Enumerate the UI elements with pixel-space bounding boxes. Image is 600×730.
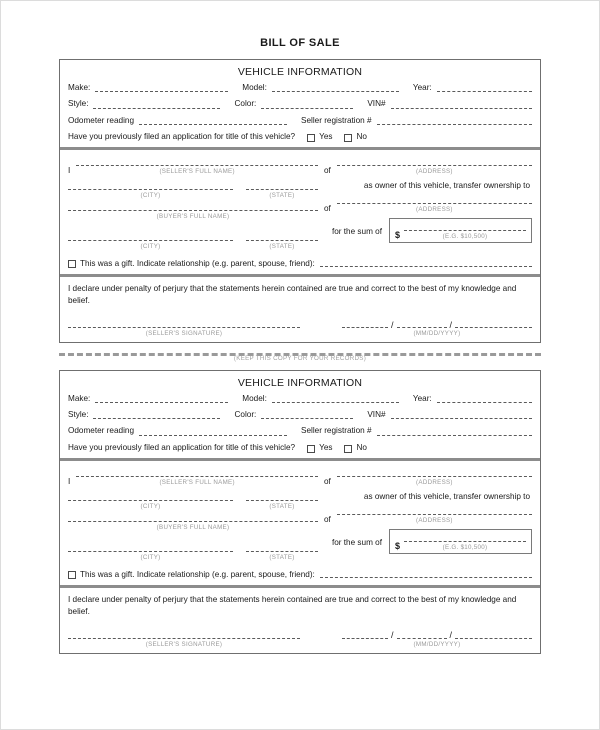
seller-city-state-line [68, 181, 318, 199]
buyer-name-line-2 [68, 513, 318, 531]
seller-full-name-input[interactable] [76, 157, 318, 166]
style-label-2: Style: [68, 410, 89, 420]
buyer-full-name-caption: (BUYER'S FULL NAME) [156, 213, 230, 220]
transfer-ownership-text-2: as owner of this vehicle, transfer ownership to [363, 491, 530, 501]
gift-label: This was a gift. Indicate relationship (e.g. parent, spouse, friend): [80, 259, 315, 268]
model-label-2: Model: [242, 393, 267, 403]
transfer-right-column-2 [318, 468, 532, 561]
currency-symbol: $ [395, 230, 401, 240]
sum-box [389, 218, 532, 243]
seller-city-state-line-2 [68, 492, 318, 510]
vehicle-row-odometer-registration-2 [68, 426, 532, 436]
buyer-full-name-input[interactable] [68, 202, 318, 211]
date-month-input-2[interactable] [342, 630, 388, 639]
of-label-seller-2: of [324, 476, 331, 486]
style-label: Style: [68, 99, 89, 109]
i-label: I [68, 166, 71, 175]
sum-row [324, 218, 532, 243]
make-label-2: Make: [68, 393, 91, 403]
vehicle-row-style-color-vin [68, 99, 532, 109]
seller-city-caption-2: (CITY) [140, 502, 161, 510]
seller-signature-input[interactable] [68, 319, 300, 328]
vin-input-2[interactable] [391, 410, 532, 419]
buyer-full-name-caption-2: (BUYER'S FULL NAME) [156, 523, 230, 531]
buyer-state-caption-2: (STATE) [269, 553, 295, 561]
make-input-2[interactable] [95, 394, 228, 403]
of-label-buyer: of [324, 204, 331, 213]
buyer-address-caption: (ADDRESS) [416, 206, 453, 213]
model-input-2[interactable] [272, 394, 399, 403]
transfer-section-1 [60, 150, 540, 255]
buyer-address-input[interactable] [337, 195, 532, 204]
vehicle-information-heading: VEHICLE INFORMATION [237, 66, 363, 78]
signature-row-2 [68, 630, 532, 648]
seller-signature-caption: (SELLER'S SIGNATURE) [145, 329, 223, 337]
seller-registration-label-2: Seller registration # [301, 426, 372, 436]
sum-amount-input[interactable] [404, 222, 526, 231]
odometer-label-2: Odometer reading [68, 426, 134, 436]
seller-signature-caption-2: (SELLER'S SIGNATURE) [145, 640, 223, 648]
i-label-2: I [68, 476, 71, 486]
year-input[interactable] [437, 83, 532, 92]
make-input[interactable] [95, 83, 228, 92]
title-application-question-text: Have you previously filed an application for title of this vehicle? [68, 131, 296, 141]
gift-relationship-input-2[interactable] [320, 569, 532, 578]
no-checkbox[interactable] [344, 134, 352, 142]
transfer-left-column-2 [68, 468, 318, 561]
seller-address-line [324, 157, 532, 175]
seller-state-caption-2: (STATE) [269, 502, 295, 510]
yes-label: Yes [319, 131, 333, 141]
buyer-city-state-line-2 [68, 543, 318, 561]
declaration-section-2 [60, 588, 540, 653]
buyer-full-name-input-2[interactable] [68, 513, 318, 522]
sum-label: for the sum of [331, 227, 382, 236]
declaration-section-1 [60, 277, 540, 342]
transfer-right-column [318, 157, 532, 250]
transfer-left-column [68, 157, 318, 250]
copy-separator [59, 350, 541, 364]
color-input-2[interactable] [261, 410, 353, 419]
page-title: BILL OF SALE [260, 37, 340, 49]
color-input[interactable] [261, 100, 353, 109]
no-label-2: No [356, 442, 367, 452]
buyer-city-input[interactable] [68, 232, 233, 241]
sum-label-2: for the sum of [331, 537, 382, 547]
date-caption-2: (MM/DD/YYYY) [413, 640, 461, 648]
sum-example-caption-2: (E.G. $10,500) [442, 543, 488, 551]
vehicle-row-make-model-year [68, 83, 532, 93]
color-label-2: Color: [234, 410, 257, 420]
seller-state-input[interactable] [246, 181, 318, 190]
buyer-city-input-2[interactable] [68, 543, 233, 552]
yes-checkbox-2[interactable] [307, 445, 315, 453]
gift-row-1 [60, 255, 540, 274]
seller-name-line-2 [68, 468, 318, 486]
vehicle-row-style-color-vin-2 [68, 410, 532, 420]
buyer-state-caption: (STATE) [269, 243, 295, 250]
gift-relationship-input[interactable] [320, 258, 532, 267]
seller-full-name-caption: (SELLER'S FULL NAME) [159, 168, 235, 175]
of-label-buyer-2: of [324, 514, 331, 524]
model-label: Model: [242, 83, 267, 92]
buyer-state-input-2[interactable] [246, 543, 318, 552]
buyer-name-line [68, 202, 318, 220]
vehicle-information-heading-2: VEHICLE INFORMATION [237, 376, 363, 389]
buyer-address-line-2 [324, 506, 532, 524]
style-input[interactable] [93, 100, 220, 109]
date-separator-1: / [391, 319, 394, 330]
sum-box-2 [389, 529, 532, 554]
seller-city-input-2[interactable] [68, 492, 233, 501]
bill-of-sale-copy-2 [59, 370, 541, 654]
no-checkbox-2[interactable] [344, 445, 352, 453]
vehicle-row-make-model-year-2 [68, 394, 532, 404]
title-application-question-row-2 [68, 443, 532, 453]
no-label: No [356, 131, 367, 141]
date-separator-2: / [449, 319, 453, 330]
year-input-2[interactable] [437, 394, 532, 403]
date-caption: (MM/DD/YYYY) [413, 329, 461, 337]
signature-row [68, 319, 532, 337]
make-label: Make: [68, 83, 91, 92]
yes-label-2: Yes [319, 442, 333, 452]
separator-note: (KEEP THIS COPY FOR YOUR RECORDS) [233, 354, 367, 362]
yes-checkbox[interactable] [307, 134, 315, 142]
date-month-input[interactable] [342, 319, 388, 328]
seller-state-caption: (STATE) [269, 192, 295, 199]
buyer-address-input-2[interactable] [337, 506, 532, 515]
color-label: Color: [234, 99, 257, 109]
seller-address-line-2 [324, 468, 532, 486]
odometer-input[interactable] [139, 116, 287, 125]
vehicle-row-odometer-registration [68, 116, 532, 126]
title-application-question-row [68, 132, 532, 142]
buyer-address-line [324, 195, 532, 213]
buyer-state-input[interactable] [246, 232, 318, 241]
vin-input[interactable] [391, 100, 532, 109]
year-label: Year: [412, 83, 432, 92]
title-application-question-text-2: Have you previously filed an application for title of this vehicle? [68, 442, 296, 452]
seller-state-input-2[interactable] [246, 492, 318, 501]
date-day-input[interactable] [397, 319, 447, 328]
seller-address-input[interactable] [337, 157, 532, 166]
vin-label: VIN# [367, 99, 386, 109]
declaration-text: I declare under penalty of perjury that the statements herein contained are true and correct to the best of my knowledge and belief. [68, 284, 517, 305]
bill-of-sale-copy-1 [59, 59, 541, 343]
sum-amount-input-2[interactable] [404, 533, 526, 542]
sum-example-caption: (E.G. $10,500) [442, 233, 488, 240]
seller-city-input[interactable] [68, 181, 233, 190]
currency-symbol-2: $ [395, 540, 401, 551]
seller-address-input-2[interactable] [337, 468, 532, 477]
gift-checkbox-2[interactable] [68, 571, 76, 579]
buyer-city-state-line [68, 232, 318, 250]
date-day-input-2[interactable] [397, 630, 447, 639]
gift-checkbox[interactable] [68, 260, 76, 268]
style-input-2[interactable] [93, 410, 220, 419]
vehicle-information-section-2 [60, 371, 540, 461]
transfer-section-2 [60, 461, 540, 566]
date-year-input[interactable] [455, 319, 532, 328]
date-year-input-2[interactable] [455, 630, 532, 639]
odometer-label: Odometer reading [68, 115, 134, 125]
gift-label-2: This was a gift. Indicate relationship (e.g. parent, spouse, friend): [80, 569, 315, 579]
buyer-city-caption-2: (CITY) [140, 553, 161, 561]
buyer-city-caption: (CITY) [140, 243, 161, 250]
seller-full-name-caption-2: (SELLER'S FULL NAME) [159, 478, 235, 486]
seller-address-caption: (ADDRESS) [416, 168, 453, 175]
vin-label-2: VIN# [367, 410, 386, 420]
seller-registration-input-2[interactable] [377, 427, 532, 436]
buyer-address-caption-2: (ADDRESS) [416, 516, 453, 524]
seller-city-caption: (CITY) [140, 192, 161, 199]
transfer-ownership-text: as owner of this vehicle, transfer ownership to [363, 181, 530, 190]
seller-full-name-input-2[interactable] [76, 468, 318, 477]
of-label-seller: of [324, 166, 331, 175]
seller-registration-label: Seller registration # [301, 115, 372, 125]
odometer-input-2[interactable] [139, 427, 287, 436]
year-label-2: Year: [412, 393, 432, 403]
seller-signature-input-2[interactable] [68, 630, 300, 639]
gift-row-2 [60, 566, 540, 585]
seller-name-line [68, 157, 318, 175]
model-input[interactable] [272, 83, 399, 92]
declaration-text-2: I declare under penalty of perjury that the statements herein contained are true and correct to the best of my knowledge and belief. [68, 594, 517, 616]
seller-address-caption-2: (ADDRESS) [416, 478, 453, 486]
date-separator-2-2: / [449, 630, 453, 641]
sum-row-2 [324, 529, 532, 554]
date-separator-1-2: / [391, 630, 394, 641]
seller-registration-input[interactable] [377, 116, 532, 125]
vehicle-information-section-1 [60, 60, 540, 150]
